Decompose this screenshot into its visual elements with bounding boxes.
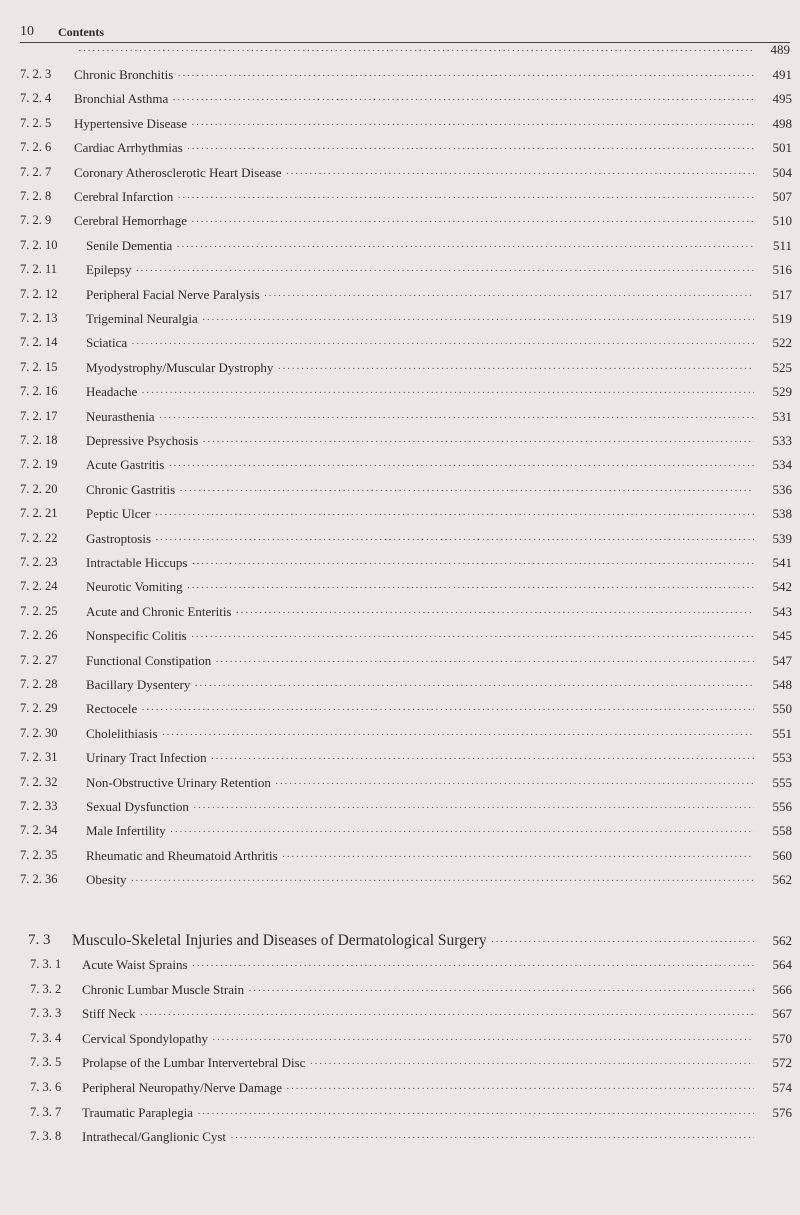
entry-number: 7. 2. 16 — [20, 384, 58, 399]
toc-entry[interactable] — [0, 604, 800, 624]
entry-title: Male Infertility — [86, 823, 166, 839]
page-ref: 576 — [772, 1104, 792, 1120]
page-ref: 536 — [772, 481, 792, 497]
page-ref: 553 — [772, 750, 792, 766]
leader-dots — [197, 1108, 754, 1120]
entry-number: 7. 2. 24 — [20, 579, 58, 594]
toc-entry[interactable] — [0, 555, 800, 575]
entry-number: 7. 2. 22 — [20, 530, 58, 545]
toc-entry[interactable] — [0, 701, 800, 721]
page-ref: 511 — [772, 237, 792, 253]
toc-entry[interactable] — [0, 628, 800, 648]
leader-dots — [202, 436, 754, 448]
entry-number: 7. 2. 19 — [20, 457, 58, 472]
page-ref: 507 — [772, 189, 792, 204]
leader-dots — [130, 875, 754, 887]
toc-entry[interactable] — [0, 213, 800, 233]
entry-title: Urinary Tract Infection — [86, 750, 207, 766]
toc-entry[interactable] — [0, 67, 800, 87]
page-ref: 501 — [772, 140, 792, 156]
toc-entry[interactable] — [0, 238, 800, 258]
entry-title: Cerebral Infarction — [74, 189, 174, 204]
page-ref: 555 — [772, 774, 792, 790]
entry-number: 7. 3. 1 — [30, 957, 62, 971]
leader-dots — [187, 582, 754, 594]
entry-title: Non-Obstructive Urinary Retention — [86, 774, 271, 790]
entry-title: Obesity — [86, 872, 127, 888]
leader-dots — [309, 1058, 754, 1070]
leader-dots — [177, 70, 754, 82]
leader-dots — [191, 631, 754, 643]
leader-dots — [162, 729, 755, 741]
entry-title: Cholelithiasis — [86, 725, 158, 741]
page-ref: 547 — [772, 652, 792, 668]
toc-entry[interactable] — [0, 189, 800, 209]
leader-dots — [177, 192, 754, 204]
page-ref: 542 — [772, 579, 792, 595]
toc-entry[interactable] — [0, 140, 800, 160]
leader-dots — [191, 119, 754, 131]
leader-dots — [491, 936, 754, 948]
toc-entry[interactable] — [0, 409, 800, 429]
toc-entry[interactable] — [0, 848, 800, 868]
page-ref: 516 — [772, 262, 792, 278]
leader-dots — [141, 387, 754, 399]
running-header — [20, 24, 790, 43]
leader-dots — [141, 704, 754, 716]
leader-dots — [192, 960, 754, 972]
page-ref: 517 — [772, 286, 792, 302]
section-title: Musculo-Skeletal Injuries and Diseases of Dermatological Surgery — [72, 932, 487, 949]
page-ref: 567 — [772, 1006, 792, 1022]
entry-number: 7. 2. 10 — [20, 237, 58, 252]
toc-entry[interactable] — [0, 775, 800, 795]
entry-number: 7. 2. 32 — [20, 774, 58, 789]
entry-title: Trigeminal Neuralgia — [86, 311, 198, 326]
entry-title: Epilepsy — [86, 262, 132, 278]
entry-number: 7. 2. 12 — [20, 286, 58, 301]
entry-number: 7. 2. 20 — [20, 481, 58, 496]
toc-entry[interactable] — [0, 653, 800, 673]
toc-entry[interactable] — [0, 1055, 800, 1075]
toc-entry[interactable] — [0, 1129, 800, 1149]
toc-entry[interactable] — [0, 750, 800, 770]
entry-number: 7. 3. 4 — [30, 1030, 62, 1045]
entry-number: 7. 2. 8 — [20, 189, 52, 203]
entry-title: Traumatic Paraplegia — [82, 1104, 194, 1120]
toc-entry[interactable] — [0, 433, 800, 453]
toc-entry[interactable] — [0, 1105, 800, 1125]
leader-dots — [136, 265, 755, 277]
leader-dots — [176, 241, 754, 253]
leader-dots — [215, 656, 754, 668]
toc-entry[interactable] — [0, 262, 800, 282]
page-ref: 564 — [772, 957, 792, 972]
section-heading-7-3[interactable] — [0, 932, 800, 952]
toc-entry[interactable] — [0, 872, 800, 892]
leader-dots — [159, 412, 754, 424]
entry-number: 7. 2. 5 — [20, 115, 52, 130]
page-ref: 556 — [772, 799, 792, 814]
leader-dots — [286, 168, 754, 180]
entry-title: Stiff Neck — [82, 1006, 136, 1022]
entry-title: Nonspecific Colitis — [86, 628, 187, 644]
entry-title: Coronary Atherosclerotic Heart Disease — [74, 164, 282, 180]
toc-entry[interactable] — [0, 957, 800, 977]
leader-dots — [211, 753, 754, 765]
page-ref: 562 — [772, 872, 792, 888]
leader-dots — [155, 509, 754, 521]
page-ref: 510 — [772, 213, 792, 229]
page-ref: 498 — [772, 115, 792, 131]
page-ref: 531 — [772, 408, 792, 424]
leader-dots — [187, 143, 754, 155]
header-title: Contents — [58, 25, 105, 39]
toc-entry[interactable] — [0, 982, 800, 1002]
entry-number: 7. 2. 34 — [20, 823, 58, 838]
entry-title: Peptic Ulcer — [86, 506, 151, 522]
entry-number: 7. 2. 30 — [20, 725, 58, 740]
entry-title: Neurotic Vomiting — [86, 579, 183, 595]
entry-title: Cerebral Hemorrhage — [74, 213, 187, 229]
toc-entry[interactable] — [0, 1080, 800, 1100]
entry-number: 7. 2. 18 — [20, 433, 58, 447]
entry-number: 7. 3. 2 — [30, 981, 62, 996]
entry-title: Prolapse of the Lumbar Intervertebral Disc — [82, 1055, 306, 1071]
leader-dots — [179, 485, 754, 497]
continuation-entry — [0, 42, 800, 62]
toc-entry[interactable] — [0, 91, 800, 111]
entry-number: 7. 2. 29 — [20, 701, 58, 716]
page-ref: 522 — [772, 335, 792, 351]
entry-number: 7. 3. 5 — [30, 1055, 62, 1070]
entry-title: Hypertensive Disease — [74, 115, 187, 131]
page-ref: 572 — [772, 1055, 792, 1071]
entry-title: Depressive Psychosis — [86, 433, 199, 448]
entry-title: Chronic Bronchitis — [74, 67, 174, 82]
toc-entry[interactable] — [0, 384, 800, 404]
entry-number: 7. 2. 33 — [20, 799, 58, 813]
toc-entry[interactable] — [0, 677, 800, 697]
entry-title: Sciatica — [86, 335, 128, 351]
entry-title: Chronic Lumbar Muscle Strain — [82, 981, 245, 997]
toc-entry[interactable] — [0, 531, 800, 551]
entry-number: 7. 2. 14 — [20, 335, 58, 350]
toc-entry[interactable] — [0, 165, 800, 185]
entry-number: 7. 2. 36 — [20, 872, 58, 887]
entry-number: 7. 3. 7 — [30, 1104, 62, 1119]
entry-number: 7. 2. 17 — [20, 408, 58, 423]
entry-number: 7. 2. 25 — [20, 603, 58, 618]
entry-title: Myodystrophy/Muscular Dystrophy — [86, 359, 274, 375]
entry-number: 7. 2. 13 — [20, 311, 58, 325]
entry-number: 7. 2. 23 — [20, 555, 58, 569]
leader-dots — [155, 534, 754, 546]
entry-number: 7. 2. 3 — [20, 67, 52, 81]
page-ref: 541 — [772, 555, 792, 570]
page-ref: 570 — [772, 1030, 792, 1046]
page-ref: 558 — [772, 823, 792, 839]
entry-number: 7. 2. 35 — [20, 847, 58, 862]
page-ref: 539 — [772, 530, 792, 546]
toc-entry[interactable] — [0, 482, 800, 502]
entry-number: 7. 3. 3 — [30, 1006, 62, 1021]
entry-number: 7. 2. 26 — [20, 628, 58, 643]
entry-number: 7. 2. 9 — [20, 213, 52, 228]
toc-entry[interactable] — [0, 287, 800, 307]
page-ref: 543 — [772, 603, 792, 619]
toc-entry[interactable] — [0, 457, 800, 477]
section-number: 7. 3 — [28, 932, 51, 948]
entry-title: Peripheral Neuropathy/Nerve Damage — [82, 1080, 282, 1095]
entry-number: 7. 2. 4 — [20, 91, 52, 106]
entry-number: 7. 2. 28 — [20, 677, 58, 691]
leader-dots — [191, 558, 754, 570]
leader-dots — [275, 778, 754, 790]
page-ref: 574 — [772, 1080, 792, 1095]
toc-entry[interactable] — [0, 506, 800, 526]
leader-dots — [277, 363, 754, 375]
leader-dots — [202, 314, 754, 326]
page-ref: 560 — [772, 847, 792, 863]
entry-title: Acute Waist Sprains — [82, 957, 188, 972]
entry-title: Rectocele — [86, 701, 138, 717]
leader-dots — [230, 1132, 754, 1144]
page-ref: 548 — [772, 677, 792, 692]
page-ref: 562 — [772, 933, 792, 948]
page-ref: 489 — [770, 42, 790, 57]
header-page-number: 10 — [20, 24, 34, 39]
entry-title: Rheumatic and Rheumatoid Arthritis — [86, 847, 278, 863]
page-ref: 519 — [772, 311, 792, 326]
entry-title: Neurasthenia — [86, 408, 155, 424]
toc-entry[interactable] — [0, 823, 800, 843]
entry-title: Bronchial Asthma — [74, 91, 169, 107]
page-ref: 566 — [772, 981, 792, 997]
page-ref: 533 — [772, 433, 792, 448]
page-ref: 529 — [772, 384, 792, 400]
entry-title: Cardiac Arrhythmias — [74, 140, 183, 156]
toc-entry[interactable] — [0, 116, 800, 136]
toc-entry[interactable] — [0, 311, 800, 331]
leader-dots — [191, 216, 754, 228]
leader-dots — [78, 45, 752, 57]
page-ref: 538 — [772, 506, 792, 522]
entry-title: Cervical Spondylopathy — [82, 1030, 209, 1046]
leader-dots — [193, 802, 754, 814]
leader-dots — [168, 460, 754, 472]
entry-number: 7. 3. 8 — [30, 1129, 62, 1144]
toc-entry[interactable] — [0, 726, 800, 746]
leader-dots — [194, 680, 754, 692]
leader-dots — [282, 851, 754, 863]
entry-number: 7. 2. 6 — [20, 140, 52, 155]
toc-entry[interactable] — [0, 579, 800, 599]
entry-title: Chronic Gastritis — [86, 481, 176, 497]
entry-number: 7. 2. 31 — [20, 750, 58, 765]
entry-number: 7. 3. 6 — [30, 1080, 62, 1094]
entry-title: Senile Dementia — [86, 237, 173, 253]
leader-dots — [170, 826, 754, 838]
toc-entry[interactable] — [0, 335, 800, 355]
leader-dots — [172, 94, 754, 106]
leader-dots — [131, 338, 754, 350]
page-ref: 495 — [772, 91, 792, 107]
leader-dots — [286, 1083, 754, 1095]
entry-title: Intrathecal/Ganglionic Cyst — [82, 1129, 227, 1145]
entry-number: 7. 2. 11 — [20, 262, 58, 277]
page-ref: 545 — [772, 628, 792, 644]
entry-title: Functional Constipation — [86, 652, 212, 668]
page-ref: 550 — [772, 701, 792, 717]
leader-dots — [212, 1034, 754, 1046]
leader-dots — [236, 607, 755, 619]
page-ref: 525 — [772, 359, 792, 375]
entry-number: 7. 2. 21 — [20, 506, 58, 521]
entry-number: 7. 2. 27 — [20, 652, 58, 667]
entry-title: Headache — [86, 384, 138, 400]
entry-title: Peripheral Facial Nerve Paralysis — [86, 286, 260, 302]
entry-title: Intractable Hiccups — [86, 555, 188, 570]
leader-dots — [248, 985, 754, 997]
toc-entry[interactable] — [0, 360, 800, 380]
page-ref: 534 — [772, 457, 792, 473]
entry-title: Gastroptosis — [86, 530, 151, 546]
toc-entry[interactable] — [0, 1006, 800, 1026]
leader-dots — [140, 1009, 754, 1021]
entry-number: 7. 2. 15 — [20, 359, 58, 374]
entry-title: Bacillary Dysentery — [86, 677, 191, 692]
entry-title: Sexual Dysfunction — [86, 799, 189, 814]
leader-dots — [264, 290, 754, 302]
page-ref: 551 — [772, 725, 792, 741]
toc-entry[interactable] — [0, 799, 800, 819]
page-ref: 491 — [772, 67, 792, 82]
entry-title: Acute and Chronic Enteritis — [86, 603, 232, 619]
page-ref: 504 — [772, 164, 792, 180]
entry-title: Acute Gastritis — [86, 457, 165, 473]
toc-entry[interactable] — [0, 1031, 800, 1051]
entry-number: 7. 2. 7 — [20, 164, 52, 179]
